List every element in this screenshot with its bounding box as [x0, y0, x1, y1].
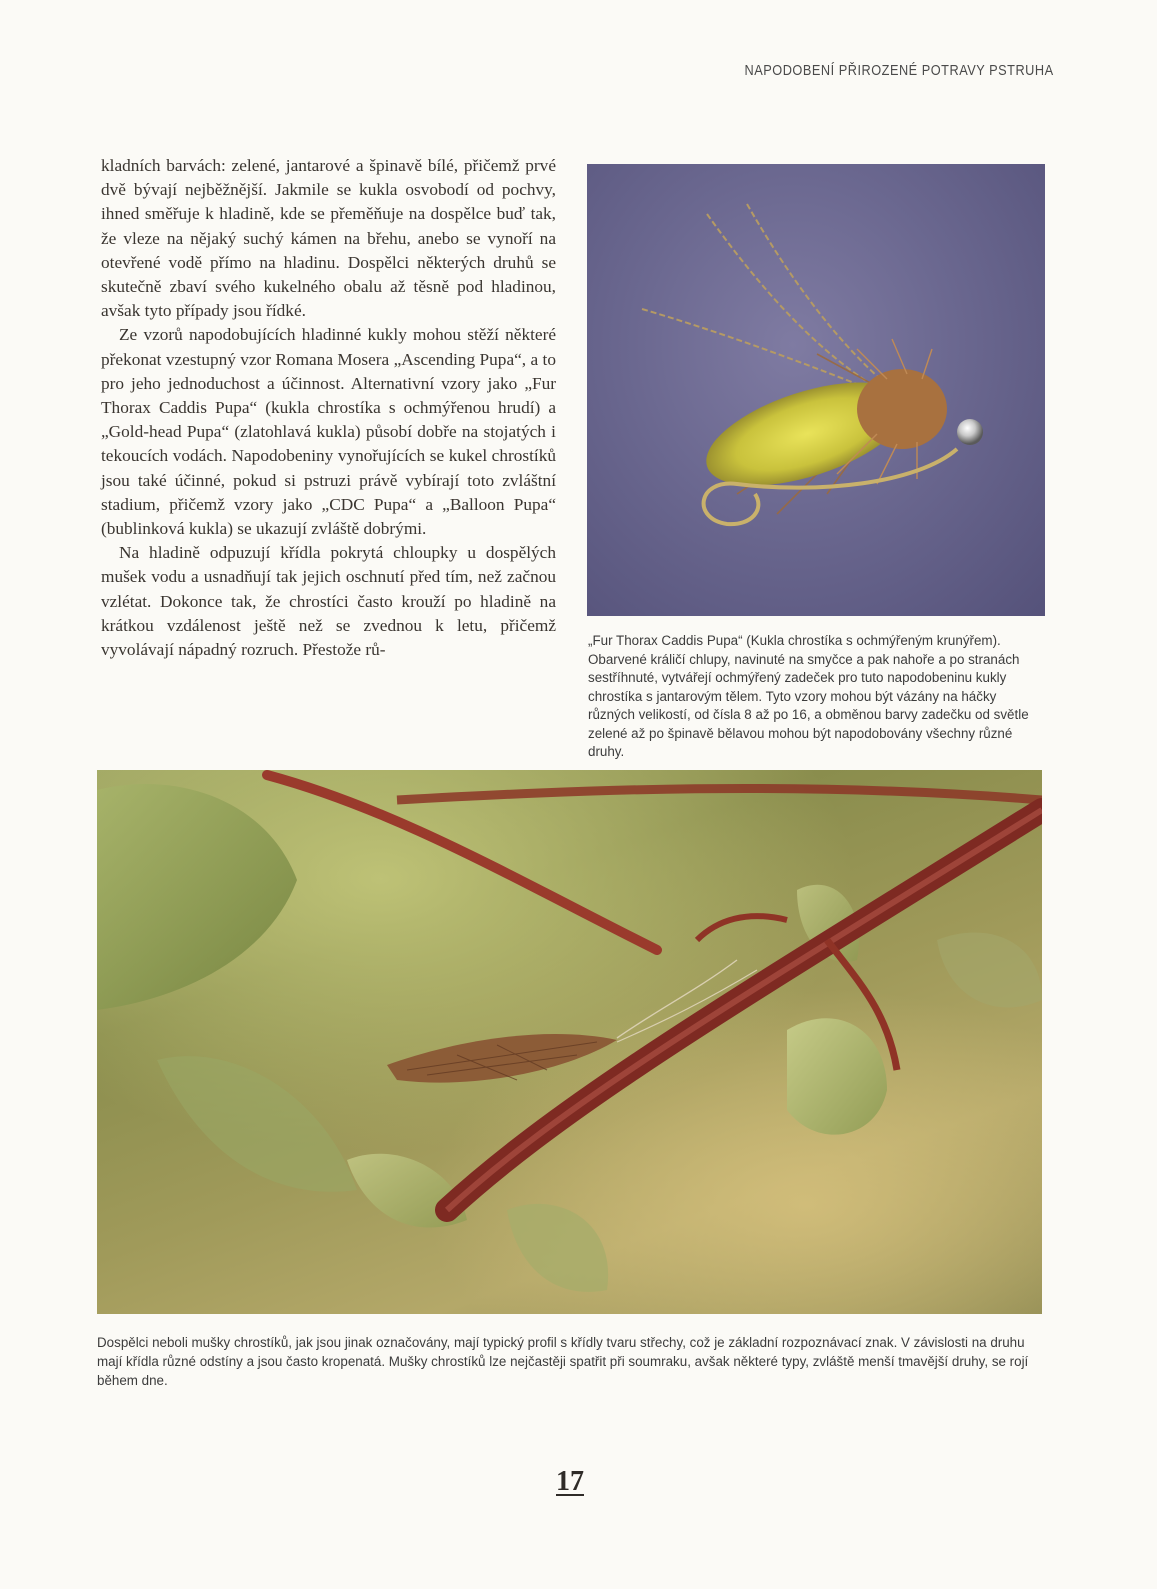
caddis-photo [97, 770, 1042, 1314]
fly-photo [587, 164, 1045, 616]
body-text-column [101, 154, 556, 662]
fly-caption: „Fur Thorax Caddis Pupa“ (Kukla chrostíka s ochmýřeným krunýřem). Obarvené králičí chlupy, navinuté na smyčce a pak nahoře a po stranách sestříhnuté, vytvářejí ochmýřený zadeček pro tuto napodobeninu kukly chrostíka s jantarovým tělem. Tyto vzory mohou být vázány na háčky různých velikostí, od čísla 8 až po 16, a obměnou barvy zadečku od světle zelené až po špinavě bělavou mohou být napodobovány všechny různé druhy. [588, 633, 1029, 759]
caddis-on-branch-illustration [97, 770, 1042, 1314]
running-head: NAPODOBENÍ PŘIROZENÉ POTRAVY PSTRUHA [744, 62, 1054, 79]
paragraph-3: Na hladině odpuzují křídla pokrytá chloupky u dospělých mušek vodu a usnadňují tak jejich oschnutí před tím, než začnou vzlétat. Dokonce tak, že chrostíci často krouží po hladině na krátkou vzdálenost ještě než se zvednou k letu, přičemž vyvolávají nápadný rozruch. Přestože rů- [101, 543, 556, 660]
paragraph-1: kladních barvách: zelené, jantarové a špinavě bílé, přičemž prvé dvě bývají nejběžnější. Jakmile se kukla osvobodí od pochvy, ihned směřuje k hladině, kde se přeměňuje na dospělce buď tak, že vleze na nějaký suchý kámen na břehu, anebo se vynoří na otevřené vodě přímo na hladinu. Dospělci některých druhů se skutečně zbaví svého kukelného obalu až těsně pod hladinou, avšak tyto případy jsou řídké. [101, 156, 556, 321]
fur-thorax-caddis-pupa-illustration [587, 164, 1045, 616]
page-number: 17 [556, 1466, 584, 1497]
caddis-caption: Dospělci neboli mušky chrostíků, jak jsou jinak označovány, mají typický profil s křídly tvaru střechy, což je základní rozpoznávací znak. V závislosti na druhu mají křídla různé odstíny a jsou často kropenatá. Mušky chrostíků lze nejčastěji spatřit při soumraku, avšak některé typy, zvláště menší tmavější druhy, se rojí během dne. [97, 1335, 1029, 1388]
paragraph-2: Ze vzorů napodobujících hladinné kukly mohou stěží některé překonat vzestupný vzor Romana Mosera „Ascending Pupa“, a to pro jeho jednoduchost a účinnost. Alternativní vzory jako „Fur Thorax Caddis Pupa“ (kukla chrostíka s ochmýřenou hrudí) a „Gold-head Pupa“ (zlatohlavá kukla) působí dobře na stojatých i tekoucích vodách. Napodobeniny vynořujících se kukel chrostíků jsou také účinné, pokud si pstruzi právě vybírají toto zvláštní stadium, přičemž vzory jako „CDC Pupa“ a „Balloon Pupa“ (bublinková kukla) se ukazují zvláště dobrými. [101, 325, 556, 539]
